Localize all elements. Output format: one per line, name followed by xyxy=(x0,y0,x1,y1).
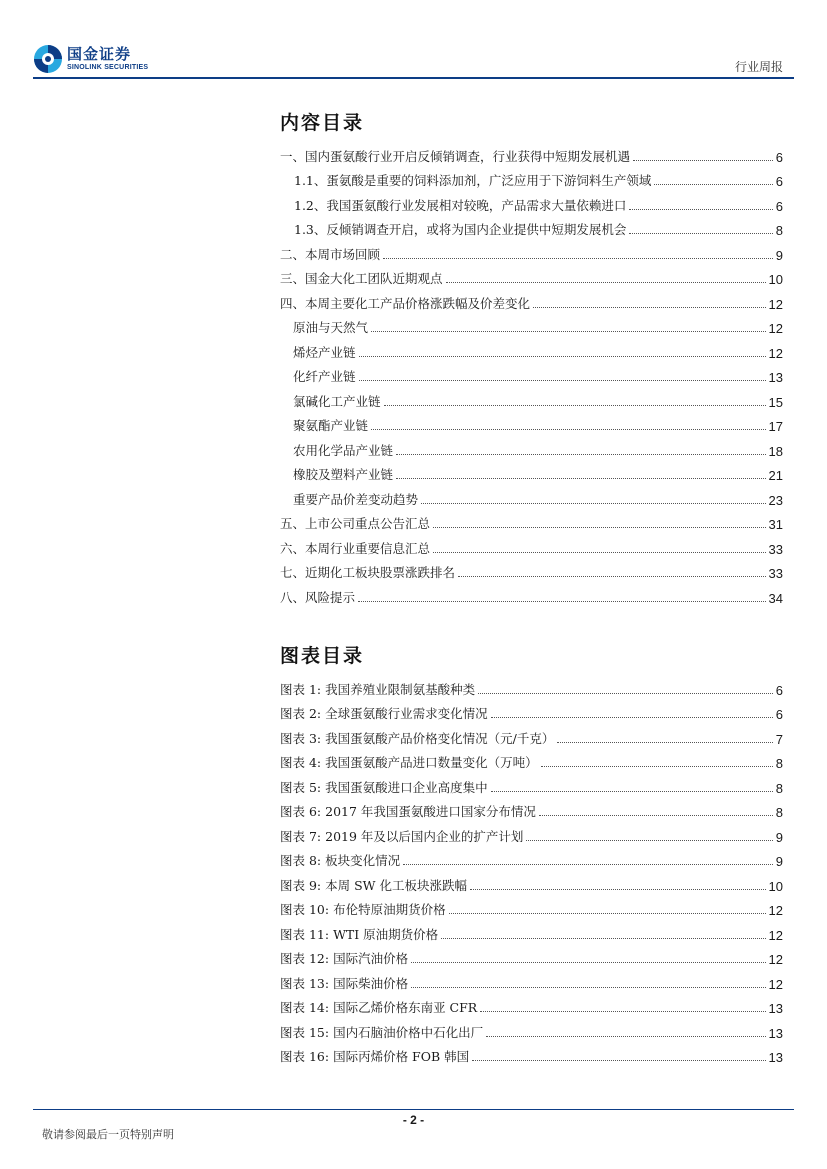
figure-entry[interactable] xyxy=(280,845,783,870)
dot-leader xyxy=(472,1060,765,1061)
toc-entry-page: 33 xyxy=(768,566,783,581)
dot-leader xyxy=(557,742,772,743)
figure-entry-label: 图表 2: 全球蛋氨酸行业需求变化情况 xyxy=(280,706,488,721)
table-of-contents xyxy=(280,140,783,606)
toc-entry-page: 8 xyxy=(775,223,783,238)
header-divider xyxy=(33,77,794,79)
figure-entry[interactable] xyxy=(280,1016,783,1041)
dot-leader xyxy=(371,429,766,430)
figure-entry-label: 图表 3: 我国蛋氨酸产品价格变化情况（元/千克） xyxy=(280,730,555,746)
dot-leader xyxy=(359,380,766,381)
toc-entry[interactable] xyxy=(280,189,783,214)
figure-entry-page: 9 xyxy=(775,854,783,869)
figure-entry-page: 6 xyxy=(775,707,783,722)
figure-entry-label: 图表 16: 国际丙烯价格 FOB 韩国 xyxy=(280,1049,470,1064)
dot-leader xyxy=(486,1036,765,1037)
figure-entry-page: 12 xyxy=(768,976,783,992)
dot-leader xyxy=(539,815,773,816)
toc-entry[interactable] xyxy=(280,336,783,361)
figure-entry-label: 图表 10: 布伦特原油期货价格 xyxy=(280,902,446,917)
toc-entry-page: 31 xyxy=(768,517,783,532)
dot-leader xyxy=(541,766,773,767)
toc-entry-label: 1.2、我国蛋氨酸行业发展相对较晚，产品需求大量依赖进口 xyxy=(294,197,627,213)
dot-leader xyxy=(533,307,766,308)
toc-entry[interactable] xyxy=(280,459,783,484)
figure-entry-label: 图表 14: 国际乙烯价格东南亚 CFR xyxy=(280,1000,478,1015)
toc-entry-label: 六、本周行业重要信息汇总 xyxy=(280,540,431,556)
dot-leader xyxy=(441,938,765,939)
disclaimer-note: 敬请参阅最后一页特别声明 xyxy=(42,1128,174,1141)
toc-entry-page: 33 xyxy=(768,541,783,557)
figure-entry-page: 12 xyxy=(768,952,783,967)
figure-entry[interactable] xyxy=(280,698,783,723)
dot-leader xyxy=(371,331,766,332)
toc-entry-page: 6 xyxy=(775,198,783,214)
toc-entry-label: 一、国内蛋氨酸行业开启反倾销调查，行业获得中短期发展机遇 xyxy=(280,148,631,164)
figure-entry-label: 图表 12: 国际汽油价格 xyxy=(280,951,409,966)
toc-entry-page: 15 xyxy=(768,394,783,410)
toc-entry-page: 18 xyxy=(768,443,783,459)
toc-title: 内容目录 xyxy=(280,112,365,134)
toc-entry-label: 氯碱化工产业链 xyxy=(293,393,381,409)
toc-entry-label: 原油与天然气 xyxy=(293,320,369,335)
dot-leader xyxy=(403,864,773,865)
toc-entry-page: 6 xyxy=(775,149,783,165)
page-number: - 2 - xyxy=(402,1113,425,1127)
figure-entry-page: 13 xyxy=(768,1001,783,1016)
figure-entry-page: 12 xyxy=(768,903,783,918)
dot-leader xyxy=(491,791,773,792)
figure-entry-page: 10 xyxy=(768,878,783,894)
figure-entry-label: 图表 7: 2019 年及以后国内企业的扩产计划 xyxy=(280,828,524,844)
toc-entry[interactable] xyxy=(280,287,783,312)
figure-entry[interactable] xyxy=(280,918,783,943)
dot-leader xyxy=(470,889,766,890)
figure-entry-label: 图表 6: 2017 年我国蛋氨酸进口国家分布情况 xyxy=(280,804,536,819)
figure-entry[interactable] xyxy=(280,722,783,747)
figure-entry[interactable] xyxy=(280,820,783,845)
figure-entry[interactable] xyxy=(280,869,783,894)
dot-leader xyxy=(411,962,765,963)
toc-entry-label: 八、风险提示 xyxy=(280,589,356,605)
logo-chinese-name: 国金证券 xyxy=(67,45,132,63)
toc-entry[interactable] xyxy=(280,557,783,582)
dot-leader xyxy=(433,527,766,528)
dot-leader xyxy=(491,717,773,718)
figure-entry[interactable] xyxy=(280,967,783,992)
figure-entry-page: 8 xyxy=(775,780,783,796)
document-type: 行业周报 xyxy=(734,60,783,74)
dot-leader xyxy=(396,478,766,479)
figure-entry-label: 图表 13: 国际柴油价格 xyxy=(280,975,409,991)
figure-entry-page: 13 xyxy=(768,1050,783,1065)
toc-entry[interactable] xyxy=(280,140,783,165)
dot-leader xyxy=(359,356,766,357)
figure-entry-page: 7 xyxy=(775,731,783,747)
dot-leader xyxy=(446,282,766,283)
toc-entry-page: 17 xyxy=(768,419,783,434)
toc-entry-label: 化纤产业链 xyxy=(293,369,356,384)
dot-leader xyxy=(421,503,766,504)
toc-entry-page: 34 xyxy=(768,590,783,606)
toc-entry-page: 12 xyxy=(768,321,783,336)
figure-entry-label: 图表 1: 我国养殖业限制氨基酸种类 xyxy=(280,681,476,697)
toc-entry-label: 二、本周市场回顾 xyxy=(280,246,381,262)
dot-leader xyxy=(411,987,765,988)
figure-entry-label: 图表 4: 我国蛋氨酸产品进口数量变化（万吨） xyxy=(280,755,538,770)
toc-entry-label: 五、上市公司重点公告汇总 xyxy=(280,516,431,531)
figures-title: 图表目录 xyxy=(280,645,365,667)
toc-entry-page: 6 xyxy=(775,174,783,189)
figure-entry-page: 8 xyxy=(775,805,783,820)
figure-entry-page: 6 xyxy=(775,682,783,698)
dot-leader xyxy=(654,184,772,185)
figure-entry-page: 12 xyxy=(768,927,783,943)
toc-entry[interactable] xyxy=(280,385,783,410)
dot-leader xyxy=(480,1011,765,1012)
toc-entry-page: 12 xyxy=(768,296,783,312)
footer-divider xyxy=(33,1109,794,1110)
toc-entry-page: 21 xyxy=(768,468,783,483)
toc-entry-label: 七、近期化工板块股票涨跌排名 xyxy=(280,565,456,580)
toc-entry[interactable] xyxy=(280,361,783,386)
figure-entry[interactable] xyxy=(280,796,783,821)
logo-english-name: SINOLINK SECURITIES xyxy=(67,64,149,71)
figure-entry[interactable] xyxy=(280,1041,783,1066)
dot-leader xyxy=(458,576,766,577)
toc-entry[interactable] xyxy=(280,483,783,508)
list-of-figures xyxy=(280,673,783,1065)
toc-entry-label: 1.3、反倾销调查开启，或将为国内企业提供中短期发展机会 xyxy=(294,222,627,237)
toc-entry[interactable] xyxy=(280,165,783,190)
dot-leader xyxy=(449,913,766,914)
toc-entry-label: 烯烃产业链 xyxy=(293,344,356,360)
dot-leader xyxy=(629,209,772,210)
figure-entry-label: 图表 5: 我国蛋氨酸进口企业高度集中 xyxy=(280,779,488,795)
figure-entry[interactable] xyxy=(280,747,783,772)
figure-entry[interactable] xyxy=(280,992,783,1017)
figure-entry-page: 8 xyxy=(775,756,783,771)
toc-entry[interactable] xyxy=(280,581,783,606)
toc-entry-label: 聚氨酯产业链 xyxy=(293,418,369,433)
figure-entry-label: 图表 11: WTI 原油期货价格 xyxy=(280,926,439,942)
dot-leader xyxy=(383,258,773,259)
toc-entry[interactable] xyxy=(280,238,783,263)
toc-entry[interactable] xyxy=(280,434,783,459)
dot-leader xyxy=(633,160,773,161)
toc-entry-label: 三、国金大化工团队近期观点 xyxy=(280,271,443,286)
dot-leader xyxy=(358,601,766,602)
toc-entry-page: 13 xyxy=(768,370,783,385)
toc-entry-label: 橡胶及塑料产业链 xyxy=(293,467,394,482)
toc-entry[interactable] xyxy=(280,410,783,435)
dot-leader xyxy=(384,405,766,406)
page-header xyxy=(0,0,827,80)
toc-entry[interactable] xyxy=(280,263,783,288)
dot-leader xyxy=(526,840,772,841)
toc-entry[interactable] xyxy=(280,214,783,239)
figure-entry[interactable] xyxy=(280,771,783,796)
figure-entry[interactable] xyxy=(280,673,783,698)
dot-leader xyxy=(478,693,773,694)
toc-entry-label: 农用化学品产业链 xyxy=(293,442,394,458)
dot-leader xyxy=(396,454,766,455)
toc-entry-page: 12 xyxy=(768,345,783,361)
dot-leader xyxy=(629,233,772,234)
toc-entry-page: 9 xyxy=(775,247,783,263)
toc-entry-label: 重要产品价差变动趋势 xyxy=(293,491,419,507)
figure-entry-page: 9 xyxy=(775,829,783,845)
figure-entry-label: 图表 15: 国内石脑油价格中石化出厂 xyxy=(280,1024,484,1040)
figure-entry-page: 13 xyxy=(768,1025,783,1041)
toc-entry[interactable] xyxy=(280,508,783,533)
toc-entry-page: 23 xyxy=(768,492,783,508)
logo-mark-icon xyxy=(33,44,63,74)
company-logo xyxy=(33,44,148,74)
toc-entry[interactable] xyxy=(280,312,783,337)
toc-entry-label: 四、本周主要化工产品价格涨跌幅及价差变化 xyxy=(280,295,531,311)
dot-leader xyxy=(433,552,766,553)
toc-entry-label: 1.1、蛋氨酸是重要的饲料添加剂，广泛应用于下游饲料生产领域 xyxy=(294,173,652,188)
toc-entry-page: 10 xyxy=(768,272,783,287)
figure-entry-label: 图表 8: 板块变化情况 xyxy=(280,853,401,868)
figure-entry-label: 图表 9: 本周 SW 化工板块涨跌幅 xyxy=(280,877,467,893)
figure-entry[interactable] xyxy=(280,943,783,968)
figure-entry[interactable] xyxy=(280,894,783,919)
toc-entry[interactable] xyxy=(280,532,783,557)
